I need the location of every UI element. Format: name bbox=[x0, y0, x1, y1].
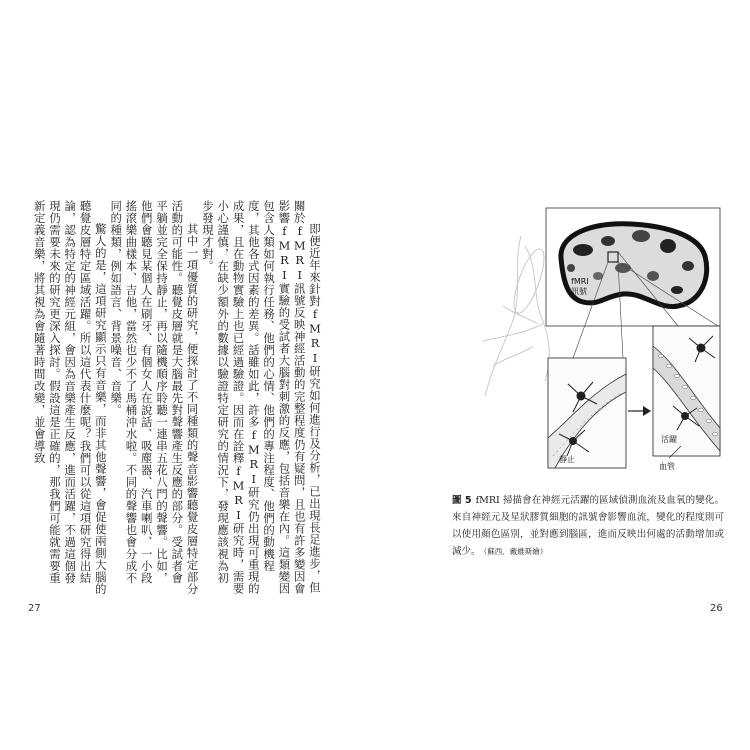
caption-text: fMRI 掃描會在神經元活躍的區域偵測血流及血氧的變化。來自神經元及星狀膠質細胞的訊號會影響血流，變化的程度則可以使用顏色區別，並對應到腦區，進而反映出何處的活動增加或減少。 bbox=[452, 495, 724, 557]
paragraph-3: 驚人的是，這項研究顯示只有音樂，而非其他聲響，會促使兩側大腦的聽覺皮層特定區域活躍。所以這代表什麼呢？我們可以從這項研究得出結論，認為特定的神經元組，會因為音樂產生反應，進而活躍，不過這個發現仍需要未來的研究更深入探討。假設這是正確的，那我們可能就需要重新定義音樂，將其視為會隨著時間改變，並會導致 bbox=[32, 200, 108, 595]
page-number-left: 27 bbox=[28, 603, 41, 614]
arrow-icon bbox=[628, 406, 651, 416]
paragraph-1: 即便近年來針對fMRI研究如何進行及分析，已出現長足進步，但關於fMRI訊號反映神經活動的完整程度仍有疑問，且也有許多變因會影響fMRI實驗的受試者大腦對刺激的反應，包括音樂在內。這類變因包含人類如何執行任務、他們的心情、他們的專注程度、他們的動機程度，其他各式因素的差異。話雖如此，許多fMRI研究仍出現可重現的成果，且在動物實驗上也已經過驗證。因而在詮釋fMRI研究時，需要小心謹慎，在缺少額外的數據以驗證特定研究的情況下，發現應該視為初步發現才對。 bbox=[200, 200, 322, 595]
label-mri-signal-1: fMRI bbox=[571, 277, 589, 286]
right-page bbox=[375, 0, 750, 750]
label-resting: 靜止 bbox=[559, 455, 575, 464]
page-number-right: 26 bbox=[710, 603, 723, 614]
label-mri-signal-2: 訊號 bbox=[571, 287, 587, 296]
fmri-illustration bbox=[463, 206, 723, 486]
label-blood-vessel: 血管 bbox=[659, 462, 675, 471]
body-text bbox=[10, 200, 322, 595]
violinist-sketch bbox=[483, 236, 550, 396]
paragraph-2: 其中一項優質的研究，便探討了不同種類的聲音影響聽覺皮層特定部分活動的可能性。聽覺皮層就是大腦最先對聲響產生反應的部分。受試者會平躺並完全保持靜止，再以隨機順序聆聽一連串五花八門的聲響。比如，他們會聽見某個人在刷牙、有個女人在說話、吸塵器、汽車喇叭、一小段搖滾樂曲樣本、吉他，當然也少不了馬桶沖水啦。不同的聲響也會分成不同的種類，例如語言、背景噪音、音樂。 bbox=[109, 200, 200, 595]
caption-label: 圖 5 bbox=[452, 495, 472, 506]
label-active: 活躍 bbox=[661, 435, 677, 444]
caption-credit: （蘇西．戴維斯繪） bbox=[483, 547, 548, 556]
figure-caption bbox=[452, 492, 724, 560]
resting-panel bbox=[548, 358, 626, 468]
